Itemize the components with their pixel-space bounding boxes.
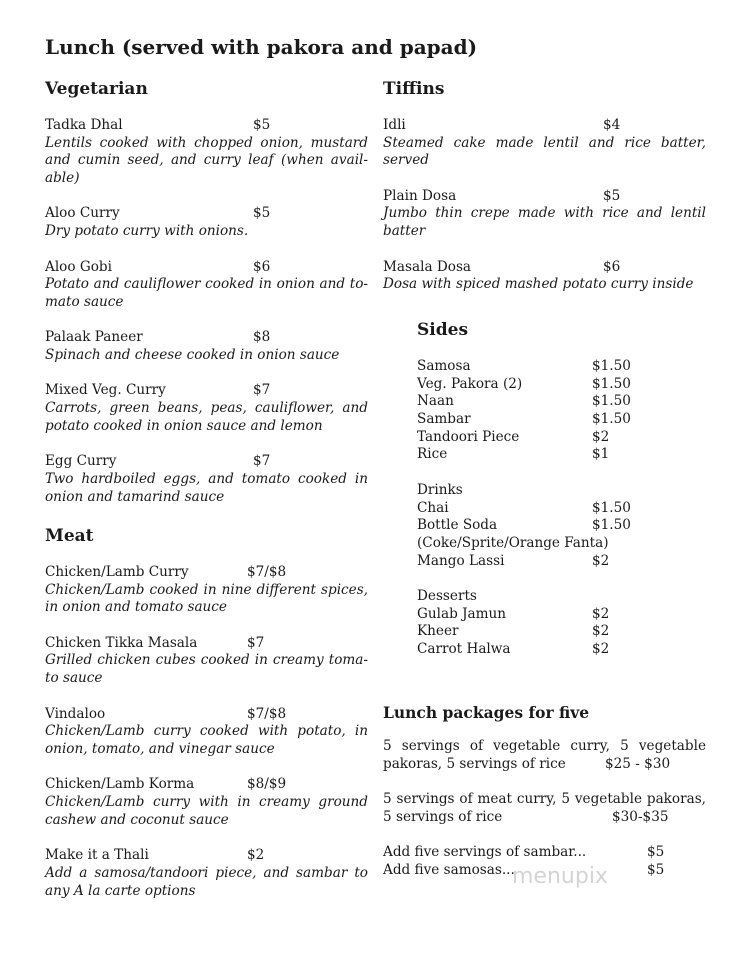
item-price: $2	[592, 623, 610, 640]
item-name: Chai	[417, 499, 449, 516]
item-price: $2	[592, 641, 610, 657]
item-description: Chicken/Lamb curry cooked with potato, in onion, tomato, and vinegar sauce	[45, 723, 368, 757]
menu-item	[45, 847, 368, 900]
item-name: Idli	[383, 117, 406, 133]
addon-item	[383, 844, 706, 862]
item-price: $1.50	[592, 375, 631, 392]
item-name: Aloo Gobi	[45, 258, 112, 275]
menu-item	[45, 117, 368, 188]
item-header	[45, 329, 368, 347]
list-item	[417, 606, 647, 624]
item-description: Chicken/Lamb curry with in creamy ground cashew and coconut sauce	[45, 794, 368, 828]
list-item	[417, 641, 647, 659]
item-price: $2	[592, 605, 610, 622]
item-price: $7	[253, 453, 271, 470]
watermark: menupix	[512, 864, 608, 889]
package-price: $30-$35	[612, 808, 669, 825]
tiffins-section	[383, 78, 706, 312]
item-header	[45, 847, 368, 865]
item-price: $1.50	[592, 411, 631, 428]
item-price: $5	[253, 205, 271, 222]
package-item	[383, 738, 706, 773]
drinks-items	[417, 500, 647, 571]
item-name: Mixed Veg. Curry	[45, 382, 166, 399]
item-description: Spinach and cheese cooked in onion sauce	[45, 347, 340, 364]
page-title: Lunch (served with pakora and papad)	[45, 35, 478, 59]
menu-item	[45, 776, 368, 829]
item-description: Chicken/Lamb cooked in nine different spices, in onion and tomato sauce	[45, 581, 368, 616]
item-price: $1.50	[592, 499, 631, 516]
addon-name: Add five servings of sambar...	[383, 844, 587, 861]
item-name: Tadka Dhal	[45, 117, 123, 133]
item-name: Tandoori Piece	[417, 428, 520, 445]
item-description: Add a samosa/tandoori piece, and sambar to any A la carte options	[45, 864, 368, 899]
section-heading: Lunch packages for five	[383, 703, 590, 722]
item-price: $1.50	[592, 517, 631, 534]
item-price: $5	[603, 187, 621, 204]
item-description: Potato and cauliflower cooked in onion and tomato sauce	[45, 276, 368, 310]
list-item	[417, 376, 647, 394]
item-price: $1.50	[592, 393, 631, 410]
item-price: $4	[603, 117, 621, 133]
menu-item	[45, 706, 368, 759]
item-name: Vindaloo	[45, 705, 106, 722]
item-price: $6	[253, 258, 271, 275]
item-name: Plain Dosa	[383, 187, 457, 204]
package-line	[383, 756, 706, 774]
sides-heading: Sides	[417, 320, 469, 340]
item-name: Carrot Halwa	[417, 641, 511, 657]
list-item	[417, 393, 647, 411]
item-name: Palaak Paneer	[45, 329, 143, 346]
package-line-text: 5 servings of rice	[383, 808, 503, 825]
tiffin-items	[383, 117, 706, 294]
addon-price: $5	[647, 861, 665, 878]
item-price: $5	[253, 117, 271, 133]
item-price: $8	[253, 329, 271, 346]
item-price: $2	[592, 552, 610, 569]
sides-list	[417, 358, 647, 659]
menu-item	[383, 188, 706, 241]
item-name: Veg. Pakora (2)	[417, 375, 523, 392]
item-name: Mango Lassi	[417, 552, 505, 569]
item-name: Bottle Soda	[417, 517, 498, 534]
item-description: Lentils cooked with chopped onion, mustard and cumin seed, and curry leaf (when available)	[45, 134, 368, 187]
item-price: $7	[253, 382, 271, 399]
package-line: 5 servings of vegetable curry, 5 vegetable	[383, 738, 706, 754]
item-description: Jumbo thin crepe made with rice and lentil batter	[383, 205, 706, 240]
package-line	[383, 809, 706, 827]
desserts-heading: Desserts	[417, 587, 477, 604]
item-header	[383, 188, 706, 206]
meat-section	[45, 525, 368, 918]
item-header	[45, 706, 368, 724]
menu-item	[45, 564, 368, 617]
vegetarian-section	[45, 78, 368, 524]
item-header	[45, 205, 368, 223]
drinks-heading: Drinks	[417, 481, 463, 498]
item-header	[45, 635, 368, 653]
addon-price: $5	[647, 844, 665, 861]
menu-item	[45, 329, 368, 364]
menu-item	[45, 635, 368, 688]
list-item	[417, 553, 647, 571]
list-item	[417, 358, 647, 376]
section-heading: Tiffins	[383, 79, 445, 99]
item-description: Dry potato curry with onions.	[45, 223, 249, 240]
menu-item	[45, 453, 368, 506]
item-header	[383, 117, 706, 135]
item-name: Chicken/Lamb Curry	[45, 564, 189, 580]
package-line-text: pakoras, 5 servings of rice	[383, 755, 566, 772]
list-item	[417, 623, 647, 641]
menu-item	[383, 117, 706, 170]
item-name: Chicken Tikka Masala	[45, 634, 198, 651]
list-item	[417, 411, 647, 429]
item-header	[383, 259, 706, 277]
item-price: $7/$8	[247, 705, 287, 722]
list-item	[417, 535, 647, 553]
item-description: Two hardboiled eggs, and tomato cooked in onion and tamarind sauce	[45, 470, 368, 505]
section-heading: Meat	[45, 526, 94, 546]
item-name: Samosa	[417, 358, 471, 374]
item-name: Kheer	[417, 623, 459, 640]
item-header	[45, 564, 368, 582]
item-price: $8/$9	[247, 776, 287, 793]
package-item	[383, 791, 706, 826]
item-header	[45, 453, 368, 471]
item-name: Chicken/Lamb Korma	[45, 776, 195, 793]
vegetarian-items	[45, 117, 368, 506]
menu-item	[45, 382, 368, 435]
addon-name: Add five samosas...	[383, 861, 515, 878]
list-item	[417, 500, 647, 518]
menu-item	[45, 259, 368, 312]
item-description: Carrots, green beans, peas, cauliflower, and potato cooked in onion sauce and lemon	[45, 400, 368, 434]
item-name: Aloo Curry	[45, 205, 120, 222]
item-price: $6	[603, 258, 621, 275]
item-price: $7/$8	[247, 564, 287, 580]
item-name: Masala Dosa	[383, 258, 472, 275]
item-header	[45, 382, 368, 400]
item-name: (Coke/Sprite/Orange Fanta)	[417, 534, 609, 551]
list-item	[417, 446, 647, 464]
item-name: Rice	[417, 446, 448, 463]
item-price: $1.50	[592, 358, 631, 374]
item-header	[45, 776, 368, 794]
menu-item	[383, 259, 706, 294]
item-description: Grilled chicken cubes cooked in creamy tomato sauce	[45, 652, 368, 687]
packages-section	[383, 702, 706, 880]
item-description: Steamed cake made lentil and rice batter, served	[383, 134, 706, 169]
item-header	[45, 117, 368, 135]
item-name: Gulab Jamun	[417, 605, 507, 622]
desserts-items	[417, 606, 647, 659]
item-price: $2	[247, 847, 265, 864]
sides-items	[417, 358, 647, 464]
package-items	[383, 738, 706, 826]
item-name: Sambar	[417, 411, 471, 428]
package-price: $25 - $30	[605, 755, 671, 772]
list-item	[417, 517, 647, 535]
section-heading: Vegetarian	[45, 79, 148, 99]
menu-item	[45, 205, 368, 240]
item-price: $2	[592, 428, 610, 445]
meat-items	[45, 564, 368, 900]
item-name: Make it a Thali	[45, 847, 149, 864]
item-price: $7	[247, 634, 265, 651]
item-name: Egg Curry	[45, 453, 117, 470]
item-name: Naan	[417, 393, 454, 410]
item-header	[45, 259, 368, 277]
list-item	[417, 429, 647, 447]
package-line: 5 servings of meat curry, 5 vegetable pakoras,	[383, 791, 706, 808]
item-description: Dosa with spiced mashed potato curry inside	[383, 276, 694, 293]
item-price: $1	[592, 446, 610, 463]
